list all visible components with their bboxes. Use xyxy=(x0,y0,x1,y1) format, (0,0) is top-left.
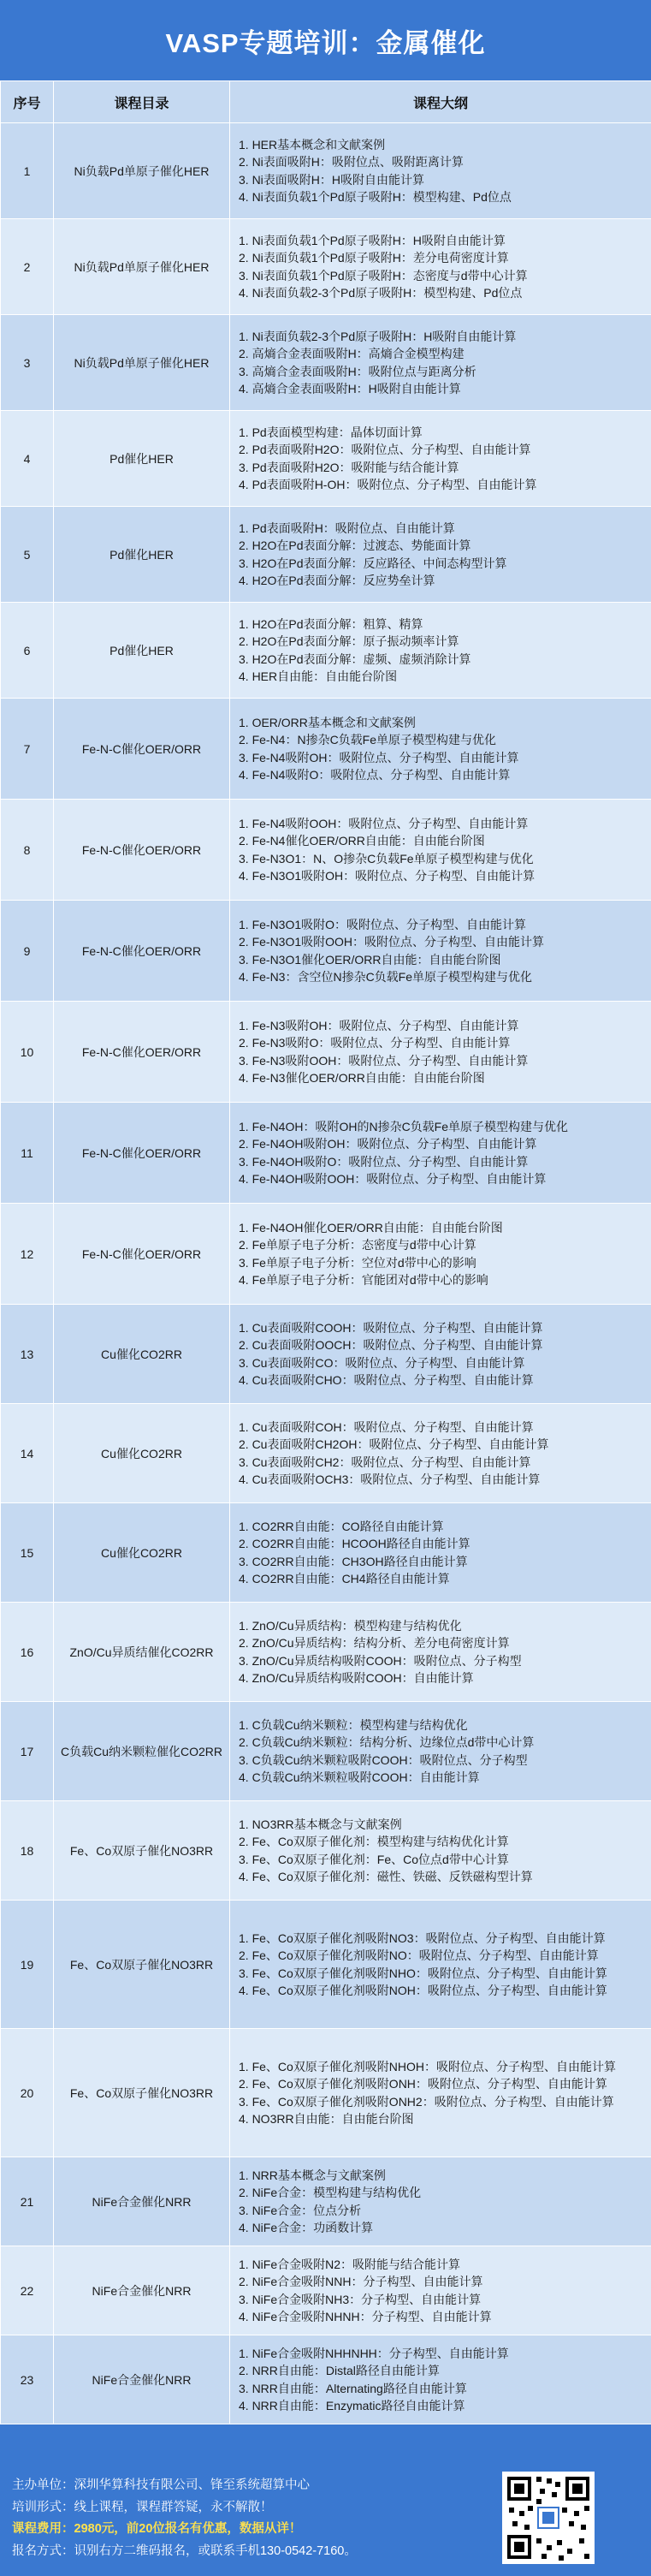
outline-item: 2. Pd表面吸附H2O：吸附位点、分子构型、自由能计算 xyxy=(239,443,531,457)
outline-item: 3. NiFe合金：位点分析 xyxy=(239,2203,362,2217)
outline-item: 3. Cu表面吸附CO：吸附位点、分子构型、自由能计算 xyxy=(239,1355,525,1370)
outline-item: 3. Ni表面负载1个Pd原子吸附H：态密度与d带中心计算 xyxy=(239,268,528,283)
row-outline xyxy=(230,1002,651,1103)
outline-item: 4. NO3RR自由能：自由能台阶图 xyxy=(239,2111,414,2126)
outline-item: 2. Fe、Co双原子催化剂：模型构建与结构优化计算 xyxy=(239,1835,509,1849)
outline-item: 3. Fe、Co双原子催化剂：Fe、Co位点d带中心计算 xyxy=(239,1852,509,1866)
outline-item: 4. HER自由能：自由能台阶图 xyxy=(239,669,398,683)
row-outline xyxy=(230,2029,651,2157)
outline-item: 4. Fe-N3：含空位N掺杂C负载Fe单原子模型构建与优化 xyxy=(239,969,533,984)
header-directory: 课程目录 xyxy=(54,81,230,123)
outline-item: 4. Pd表面吸附H-OH：吸附位点、分子构型、自由能计算 xyxy=(239,477,537,491)
row-outline xyxy=(230,603,651,699)
outline-item: 3. Fe-N3O1：N、O掺杂C负载Fe单原子模型构建与优化 xyxy=(239,851,534,866)
outline-item: 3. Fe-N4OH吸附O：吸附位点、分子构型、自由能计算 xyxy=(239,1154,529,1169)
table-row xyxy=(1,1103,651,1204)
row-outline xyxy=(230,507,651,603)
table-row xyxy=(1,1002,651,1103)
row-directory: Fe-N-C催化OER/ORR xyxy=(54,1002,230,1103)
row-outline xyxy=(230,1603,651,1702)
outline-item: 1. Ni表面负载1个Pd原子吸附H：H吸附自由能计算 xyxy=(239,234,506,248)
outline-item: 3. Fe-N4吸附OH：吸附位点、分子构型、自由能计算 xyxy=(239,750,519,764)
outline-item: 4. Fe-N4OH吸附OOH：吸附位点、分子构型、自由能计算 xyxy=(239,1171,547,1186)
row-directory: Pd催化HER xyxy=(54,411,230,507)
table-row xyxy=(1,411,651,507)
table-body xyxy=(1,123,651,2424)
outline-item: 2. Fe单原子电子分析：态密度与d带中心计算 xyxy=(239,1238,476,1252)
outline-item: 3. Cu表面吸附CH2：吸附位点、分子构型、自由能计算 xyxy=(239,1455,531,1469)
row-directory: Ni负载Pd单原子催化HER xyxy=(54,123,230,219)
outline-item: 4. H2O在Pd表面分解：反应势垒计算 xyxy=(239,573,435,587)
outline-item: 4. Cu表面吸附OCH3：吸附位点、分子构型、自由能计算 xyxy=(239,1472,541,1486)
row-directory: Fe-N-C催化OER/ORR xyxy=(54,1204,230,1305)
outline-item: 3. H2O在Pd表面分解：虚频、虚频消除计算 xyxy=(239,651,471,666)
outline-item: 2. CO2RR自由能：HCOOH路径自由能计算 xyxy=(239,1537,470,1551)
row-number: 12 xyxy=(1,1204,54,1305)
row-number: 17 xyxy=(1,1702,54,1801)
row-number: 13 xyxy=(1,1305,54,1404)
outline-item: 4. Fe单原子电子分析：官能团对d带中心的影响 xyxy=(239,1272,488,1287)
row-directory: Fe-N-C催化OER/ORR xyxy=(54,1103,230,1204)
row-outline xyxy=(230,1404,651,1503)
footer xyxy=(0,2463,651,2576)
row-directory: C负载Cu纳米颗粒催化CO2RR xyxy=(54,1702,230,1801)
row-directory: NiFe合金催化NRR xyxy=(54,2157,230,2246)
row-number: 11 xyxy=(1,1103,54,1204)
outline-item: 2. NiFe合金：模型构建与结构优化 xyxy=(239,2186,422,2200)
row-number: 15 xyxy=(1,1503,54,1603)
row-number: 22 xyxy=(1,2246,54,2335)
row-number: 21 xyxy=(1,2157,54,2246)
footer-lines xyxy=(12,2475,357,2562)
outline-item: 4. Ni表面负载2-3个Pd原子吸附H：模型构建、Pd位点 xyxy=(239,285,523,300)
table-header-row xyxy=(1,81,651,123)
outline-item: 4. NiFe合金吸附NHNH：分子构型、自由能计算 xyxy=(239,2309,492,2323)
row-outline xyxy=(230,800,651,901)
row-number: 1 xyxy=(1,123,54,219)
table-row xyxy=(1,699,651,800)
outline-item: 3. Fe、Co双原子催化剂吸附ONH2：吸附位点、分子构型、自由能计算 xyxy=(239,2094,614,2109)
table-row xyxy=(1,2246,651,2335)
header-outline: 课程大纲 xyxy=(230,81,651,123)
outline-item: 2. Ni表面负载1个Pd原子吸附H：差分电荷密度计算 xyxy=(239,251,509,265)
outline-item: 1. Cu表面吸附COH：吸附位点、分子构型、自由能计算 xyxy=(239,1420,534,1435)
course-table xyxy=(0,80,651,2424)
outline-item: 3. ZnO/Cu异质结构吸附COOH：吸附位点、分子构型 xyxy=(239,1653,522,1668)
row-directory: Fe-N-C催化OER/ORR xyxy=(54,901,230,1002)
outline-item: 1. HER基本概念和文献案例 xyxy=(239,138,386,152)
outline-item: 4. Fe、Co双原子催化剂吸附NOH：吸附位点、分子构型、自由能计算 xyxy=(239,1983,607,1997)
header-num: 序号 xyxy=(1,81,54,123)
row-outline xyxy=(230,219,651,315)
footer-format: 培训形式：线上课程，课程群答疑，永不解散！ xyxy=(12,2500,273,2514)
outline-item: 2. Fe-N3吸附O：吸附位点、分子构型、自由能计算 xyxy=(239,1036,511,1050)
row-outline xyxy=(230,1204,651,1305)
footer-fee: 课程费用：2980元，前20位报名有优惠，数据从详！ xyxy=(12,2522,302,2536)
table-row xyxy=(1,507,651,603)
outline-item: 2. ZnO/Cu异质结构：结构分析、差分电荷密度计算 xyxy=(239,1636,510,1651)
table-row xyxy=(1,1305,651,1404)
outline-item: 4. NRR自由能：Enzymatic路径自由能计算 xyxy=(239,2398,465,2412)
outline-item: 1. Cu表面吸附COOH：吸附位点、分子构型、自由能计算 xyxy=(239,1321,543,1336)
outline-item: 1. H2O在Pd表面分解：粗算、精算 xyxy=(239,617,423,632)
outline-item: 2. Fe-N4OH吸附OH：吸附位点、分子构型、自由能计算 xyxy=(239,1137,537,1151)
outline-item: 1. Fe-N3O1吸附O：吸附位点、分子构型、自由能计算 xyxy=(239,918,527,932)
qr-code-image[interactable] xyxy=(502,2472,595,2564)
table-row xyxy=(1,2029,651,2157)
outline-item: 4. Fe-N4吸附O：吸附位点、分子构型、自由能计算 xyxy=(239,767,511,782)
row-directory: Cu催化CO2RR xyxy=(54,1404,230,1503)
qr-code-icon xyxy=(502,2472,595,2564)
outline-item: 1. C负载Cu纳米颗粒：模型构建与结构优化 xyxy=(239,1718,468,1733)
table-row xyxy=(1,2335,651,2424)
row-outline xyxy=(230,1103,651,1204)
outline-item: 4. ZnO/Cu异质结构吸附COOH：自由能计算 xyxy=(239,1670,474,1685)
row-number: 2 xyxy=(1,219,54,315)
row-number: 19 xyxy=(1,1901,54,2029)
row-outline xyxy=(230,1702,651,1801)
row-directory: NiFe合金催化NRR xyxy=(54,2246,230,2335)
outline-item: 1. NO3RR基本概念与文献案例 xyxy=(239,1817,402,1832)
outline-item: 2. Fe-N4：N掺杂C负载Fe单原子模型构建与优化 xyxy=(239,733,497,747)
outline-item: 3. H2O在Pd表面分解：反应路径、中间态构型计算 xyxy=(239,556,507,570)
row-number: 3 xyxy=(1,315,54,411)
footer-signup: 报名方式：识别右方二维码报名，或联系手机130-0542-7160。 xyxy=(12,2543,357,2558)
outline-item: 2. NRR自由能：Distal路径自由能计算 xyxy=(239,2364,440,2378)
outline-item: 4. Fe-N3O1吸附OH：吸附位点、分子构型、自由能计算 xyxy=(239,868,536,883)
outline-item: 1. Fe、Co双原子催化剂吸附NHOH：吸附位点、分子构型、自由能计算 xyxy=(239,2060,617,2074)
table-row xyxy=(1,1801,651,1901)
outline-item: 2. Cu表面吸附CH2OH：吸附位点、分子构型、自由能计算 xyxy=(239,1437,549,1452)
row-outline xyxy=(230,2246,651,2335)
row-outline xyxy=(230,2335,651,2424)
outline-item: 1. OER/ORR基本概念和文献案例 xyxy=(239,716,416,730)
outline-item: 3. CO2RR自由能：CH3OH路径自由能计算 xyxy=(239,1554,468,1568)
row-directory: Fe、Co双原子催化NO3RR xyxy=(54,1801,230,1901)
row-number: 10 xyxy=(1,1002,54,1103)
outline-item: 4. Cu表面吸附CHO：吸附位点、分子构型、自由能计算 xyxy=(239,1372,534,1387)
row-outline xyxy=(230,411,651,507)
outline-item: 2. Fe、Co双原子催化剂吸附ONH：吸附位点、分子构型、自由能计算 xyxy=(239,2077,607,2091)
row-directory: Fe-N-C催化OER/ORR xyxy=(54,800,230,901)
outline-item: 3. Fe单原子电子分析：空位对d带中心的影响 xyxy=(239,1255,476,1270)
row-number: 4 xyxy=(1,411,54,507)
outline-item: 2. H2O在Pd表面分解：原子振动频率计算 xyxy=(239,634,459,649)
outline-item: 4. NiFe合金：功函数计算 xyxy=(239,2220,374,2234)
row-number: 8 xyxy=(1,800,54,901)
table-row xyxy=(1,1702,651,1801)
outline-item: 1. Pd表面模型构建：晶体切面计算 xyxy=(239,425,423,440)
outline-item: 1. Fe、Co双原子催化剂吸附NO3：吸附位点、分子构型、自由能计算 xyxy=(239,1931,606,1946)
row-number: 14 xyxy=(1,1404,54,1503)
row-outline xyxy=(230,901,651,1002)
outline-item: 3. NiFe合金吸附NH3：分子构型、自由能计算 xyxy=(239,2292,482,2306)
table-row xyxy=(1,1901,651,2029)
outline-item: 1. Ni表面负载2-3个Pd原子吸附H：H吸附自由能计算 xyxy=(239,330,517,344)
table-row xyxy=(1,315,651,411)
row-directory: Cu催化CO2RR xyxy=(54,1503,230,1603)
outline-item: 3. 高熵合金表面吸附H：吸附位点与距离分析 xyxy=(239,364,476,378)
outline-item: 4. CO2RR自由能：CH4路径自由能计算 xyxy=(239,1571,450,1585)
row-directory: Pd催化HER xyxy=(54,507,230,603)
outline-item: 3. Pd表面吸附H2O：吸附能与结合能计算 xyxy=(239,460,459,474)
outline-item: 1. Fe-N4OH：吸附OH的N掺杂C负载Fe单原子模型构建与优化 xyxy=(239,1120,569,1134)
row-number: 23 xyxy=(1,2335,54,2424)
row-directory: Pd催化HER xyxy=(54,603,230,699)
footer-organizer: 主办单位：深圳华算科技有限公司、锋至系统超算中心 xyxy=(12,2478,310,2492)
outline-item: 1. Fe-N4吸附OOH：吸附位点、分子构型、自由能计算 xyxy=(239,817,529,831)
row-outline xyxy=(230,1901,651,2029)
row-number: 16 xyxy=(1,1603,54,1702)
outline-item: 4. 高熵合金表面吸附H：H吸附自由能计算 xyxy=(239,381,461,396)
outline-item: 3. Ni表面吸附H：H吸附自由能计算 xyxy=(239,172,425,187)
outline-item: 1. NiFe合金吸附NHHNHH：分子构型、自由能计算 xyxy=(239,2347,509,2361)
table-row xyxy=(1,800,651,901)
table-row xyxy=(1,219,651,315)
outline-item: 1. ZnO/Cu异质结构：模型构建与结构优化 xyxy=(239,1619,462,1633)
outline-item: 2. 高熵合金表面吸附H：高熵合金模型构建 xyxy=(239,347,465,361)
table-row xyxy=(1,1503,651,1603)
row-directory: Ni负载Pd单原子催化HER xyxy=(54,219,230,315)
row-number: 20 xyxy=(1,2029,54,2157)
row-directory: ZnO/Cu异质结催化CO2RR xyxy=(54,1603,230,1702)
row-number: 6 xyxy=(1,603,54,699)
outline-item: 1. Pd表面吸附H：吸附位点、自由能计算 xyxy=(239,521,455,536)
table-row xyxy=(1,2157,651,2246)
table-row xyxy=(1,901,651,1002)
row-number: 9 xyxy=(1,901,54,1002)
row-directory: NiFe合金催化NRR xyxy=(54,2335,230,2424)
table-row xyxy=(1,1404,651,1503)
outline-item: 1. Fe-N4OH催化OER/ORR自由能：自由能台阶图 xyxy=(239,1221,503,1235)
row-outline xyxy=(230,315,651,411)
outline-item: 3. Fe-N3吸附OOH：吸附位点、分子构型、自由能计算 xyxy=(239,1053,529,1068)
outline-item: 4. Ni表面负载1个Pd原子吸附H：模型构建、Pd位点 xyxy=(239,189,512,204)
row-outline xyxy=(230,2157,651,2246)
outline-item: 2. NiFe合金吸附NNH：分子构型、自由能计算 xyxy=(239,2275,483,2289)
outline-item: 3. NRR自由能：Alternating路径自由能计算 xyxy=(239,2381,467,2395)
outline-item: 2. H2O在Pd表面分解：过渡态、势能面计算 xyxy=(239,538,471,553)
outline-item: 3. Fe-N3O1催化OER/ORR自由能：自由能台阶图 xyxy=(239,952,501,967)
outline-item: 2. C负载Cu纳米颗粒：结构分析、边缘位点d带中心计算 xyxy=(239,1735,535,1750)
table-row xyxy=(1,123,651,219)
row-directory: Cu催化CO2RR xyxy=(54,1305,230,1404)
table-row xyxy=(1,603,651,699)
outline-item: 3. C负载Cu纳米颗粒吸附COOH：吸附位点、分子构型 xyxy=(239,1752,528,1767)
outline-item: 2. Fe、Co双原子催化剂吸附NO：吸附位点、分子构型、自由能计算 xyxy=(239,1948,599,1963)
outline-item: 2. Cu表面吸附OOCH：吸附位点、分子构型、自由能计算 xyxy=(239,1338,543,1353)
row-number: 5 xyxy=(1,507,54,603)
outline-item: 4. Fe、Co双原子催化剂：磁性、铁磁、反铁磁构型计算 xyxy=(239,1869,533,1883)
row-directory: Fe、Co双原子催化NO3RR xyxy=(54,1901,230,2029)
outline-item: 2. Ni表面吸附H：吸附位点、吸附距离计算 xyxy=(239,155,464,170)
row-number: 18 xyxy=(1,1801,54,1901)
row-outline xyxy=(230,1503,651,1603)
outline-item: 1. CO2RR自由能：CO路径自由能计算 xyxy=(239,1520,444,1534)
outline-item: 1. NRR基本概念与文献案例 xyxy=(239,2168,386,2183)
outline-item: 1. NiFe合金吸附N2：吸附能与结合能计算 xyxy=(239,2258,461,2272)
row-outline xyxy=(230,1801,651,1901)
row-directory: Ni负载Pd单原子催化HER xyxy=(54,315,230,411)
outline-item: 1. Fe-N3吸附OH：吸附位点、分子构型、自由能计算 xyxy=(239,1019,519,1033)
outline-item: 2. Fe-N4催化OER/ORR自由能：自由能台阶图 xyxy=(239,834,485,848)
row-directory: Fe-N-C催化OER/ORR xyxy=(54,699,230,800)
row-outline xyxy=(230,699,651,800)
page-title: VASP专题培训：金属催化 xyxy=(0,0,651,80)
row-number: 7 xyxy=(1,699,54,800)
row-outline xyxy=(230,123,651,219)
outline-item: 4. C负载Cu纳米颗粒吸附COOH：自由能计算 xyxy=(239,1770,480,1784)
row-directory: Fe、Co双原子催化NO3RR xyxy=(54,2029,230,2157)
outline-item: 3. Fe、Co双原子催化剂吸附NHO：吸附位点、分子构型、自由能计算 xyxy=(239,1966,607,1980)
outline-item: 4. Fe-N3催化OER/ORR自由能：自由能台阶图 xyxy=(239,1070,485,1085)
outline-item: 2. Fe-N3O1吸附OOH：吸附位点、分子构型、自由能计算 xyxy=(239,935,545,949)
table-row xyxy=(1,1204,651,1305)
table-row xyxy=(1,1603,651,1702)
row-outline xyxy=(230,1305,651,1404)
